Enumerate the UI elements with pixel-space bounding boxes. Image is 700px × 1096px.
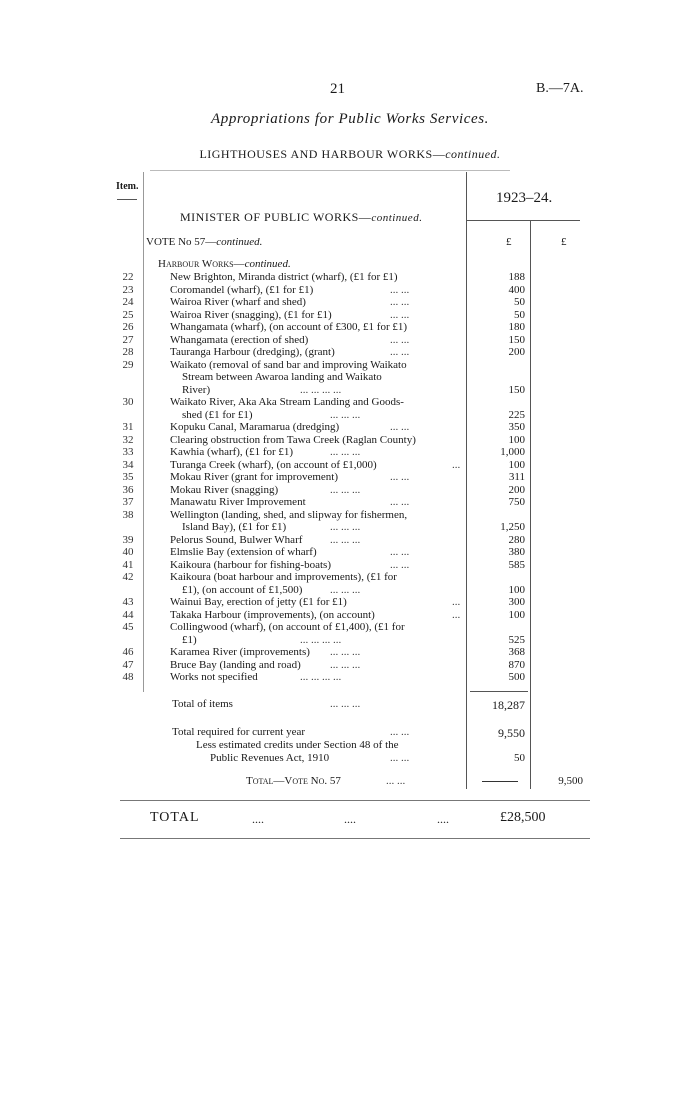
item-description: Mokau River (grant for improvement): [170, 471, 339, 483]
item-description: £1), (on account of £1,500): [182, 583, 303, 596]
item-row: [0, 484, 700, 497]
minister-heading: [180, 210, 422, 225]
item-amount: 50: [514, 308, 525, 321]
item-description: Tauranga Harbour (dredging), (grant): [170, 346, 335, 358]
vote-continued: continued.: [216, 236, 263, 248]
item-amount: 525: [508, 633, 525, 646]
currency-symbol-1: £: [506, 236, 512, 248]
item-description: Stream between Awaroa landing and Waikato: [182, 371, 382, 383]
document-reference: B.—7A.: [536, 81, 584, 96]
item-row: [0, 409, 700, 422]
leader-dots: ... ... ... ...: [300, 633, 342, 646]
item-row: [0, 359, 700, 372]
item-number: 32: [122, 433, 134, 446]
item-row: [0, 284, 700, 297]
item-amount: 350: [508, 421, 525, 433]
leader-dots: ...: [452, 608, 461, 621]
leader-dots: ... ...: [390, 496, 410, 508]
item-description: Pelorus Sound, Bulwer Wharf: [170, 533, 303, 546]
leader-dots: ... ...: [390, 296, 410, 308]
item-description: Mokau River (snagging): [170, 483, 279, 496]
item-description: Wairoa River (wharf and shed): [170, 296, 306, 308]
less-credits-line-1: Less estimated credits under Section 48 of the: [196, 739, 399, 751]
item-description: River): [182, 383, 211, 396]
item-description: Kawhia (wharf), (£1 for £1): [170, 446, 294, 458]
total-vote-dash: [482, 781, 518, 782]
item-row: [0, 509, 700, 522]
item-description: Elmslie Bay (extension of wharf): [170, 546, 317, 558]
item-description: Works not specified: [170, 671, 258, 683]
leader-dots: ... ... ...: [330, 533, 361, 546]
item-row: [0, 659, 700, 672]
page-number: 21: [330, 81, 345, 97]
subtitle-continued: continued.: [445, 147, 501, 161]
item-description: Kopuku Canal, Maramarua (dredging): [170, 421, 340, 433]
leader-dots: ...: [452, 458, 461, 471]
item-number: 29: [122, 358, 134, 371]
item-row: [0, 371, 700, 384]
item-amount: 1,000: [500, 446, 525, 458]
item-number: 30: [122, 396, 134, 408]
total-vote-label: Total—Vote No. 57: [246, 775, 341, 787]
grand-total-amount: £28,500: [500, 810, 546, 825]
item-number: 34: [122, 458, 134, 471]
item-number: 28: [122, 346, 134, 358]
item-number: 31: [122, 421, 134, 433]
less-credits-line-2: Public Revenues Act, 1910: [210, 752, 330, 764]
subtitle-text: LIGHTHOUSES AND HARBOUR WORKS—: [199, 147, 446, 161]
item-row: [0, 571, 700, 584]
item-description: Wainui Bay, erection of jetty (£1 for £1): [170, 596, 347, 608]
item-column-header: Item.: [116, 181, 139, 192]
total-items-label: Total of items: [172, 698, 233, 710]
total-items-dots: ... ... ...: [330, 698, 361, 710]
leader-dots: ... ... ...: [330, 646, 361, 658]
vote-heading: [146, 236, 262, 248]
item-number: 42: [122, 571, 134, 583]
leader-dots: ... ...: [390, 333, 410, 346]
item-row: [0, 396, 700, 409]
minister-text: MINISTER OF PUBLIC WORKS—: [180, 210, 372, 224]
item-amount: 225: [508, 408, 525, 421]
item-description: Kaikoura (harbour for fishing-boats): [170, 558, 331, 571]
item-amount: 585: [508, 558, 525, 571]
item-row: [0, 609, 700, 622]
item-number: 46: [122, 646, 134, 658]
item-number: 24: [122, 296, 134, 308]
grand-total-label: TOTAL: [150, 810, 200, 825]
item-number: 26: [122, 321, 134, 333]
item-number: 47: [122, 658, 134, 671]
leader-dots: ... ...: [390, 308, 410, 321]
harbour-continued: continued.: [244, 258, 291, 270]
item-row: [0, 596, 700, 609]
currency-symbol-2: £: [561, 236, 567, 248]
item-description: Karamea River (improvements): [170, 646, 310, 658]
item-description: £1): [182, 633, 197, 646]
item-underline: [117, 199, 137, 200]
item-number: 35: [122, 471, 134, 483]
item-amount: 500: [508, 671, 525, 683]
item-description: Kaikoura (boat harbour and improvements), (£1 for: [170, 571, 397, 583]
total-items-amount: 18,287: [492, 698, 525, 712]
item-description: Wairoa River (snagging), (£1 for £1): [170, 308, 332, 321]
leader-dots: ... ...: [390, 421, 410, 433]
item-amount: 1,250: [500, 521, 525, 533]
item-amount: 400: [508, 283, 525, 296]
leader-dots: ... ...: [390, 346, 410, 358]
item-row: [0, 421, 700, 434]
item-number: 23: [122, 283, 134, 296]
item-amount: 188: [508, 271, 525, 283]
item-amount: 200: [508, 346, 525, 358]
leader-dots: ... ... ...: [330, 408, 361, 421]
leader-dots: ... ...: [390, 546, 410, 558]
item-row: [0, 621, 700, 634]
item-description: Island Bay), (£1 for £1): [182, 521, 287, 533]
item-amount: 300: [508, 596, 525, 608]
top-rule: [150, 170, 510, 171]
item-amount: 380: [508, 546, 525, 558]
year-header: 1923–24.: [496, 190, 553, 206]
item-amount: 311: [508, 471, 525, 483]
item-number: 27: [122, 333, 134, 346]
grand-dots-2: ....: [344, 812, 356, 826]
item-description: New Brighton, Miranda district (wharf), (£1 for £1): [170, 271, 398, 283]
item-row: [0, 546, 700, 559]
page-title: Appropriations for Public Works Services.: [210, 111, 490, 127]
item-row: [0, 534, 700, 547]
item-number: 41: [122, 558, 134, 571]
grand-dots-1: ....: [252, 812, 264, 826]
item-amount: 50: [514, 296, 525, 308]
item-description: Clearing obstruction from Tawa Creek (Raglan County): [170, 433, 416, 446]
item-description: Bruce Bay (landing and road): [170, 658, 301, 671]
item-number: 40: [122, 546, 134, 558]
less-credits-dots: ... ...: [390, 752, 410, 764]
item-number: 44: [122, 608, 134, 621]
item-row: [0, 309, 700, 322]
item-row: [0, 459, 700, 472]
leader-dots: ... ... ...: [330, 483, 361, 496]
grand-dots-3: ....: [437, 812, 449, 826]
item-row: [0, 296, 700, 309]
leader-dots: ... ... ...: [330, 583, 361, 596]
item-row: [0, 346, 700, 359]
item-amount: 870: [508, 658, 525, 671]
item-number: 37: [122, 496, 134, 508]
section-subtitle: [0, 147, 700, 162]
total-vote-amount: 9,500: [558, 775, 583, 787]
item-number: 38: [122, 508, 134, 521]
grand-total-rule-top: [120, 800, 590, 801]
items-total-rule: [470, 691, 528, 692]
leader-dots: ... ...: [390, 471, 410, 483]
leader-dots: ... ... ... ...: [300, 383, 342, 396]
item-row: [0, 271, 700, 284]
item-description: Turanga Creek (wharf), (on account of £1,000): [170, 458, 377, 471]
item-row: [0, 559, 700, 572]
item-number: 25: [122, 308, 134, 321]
item-number: 48: [122, 671, 134, 683]
item-row: [0, 434, 700, 447]
harbour-heading-text: Harbour Works—: [158, 258, 245, 270]
leader-dots: ... ... ...: [330, 446, 361, 458]
total-required-dots: ... ...: [390, 726, 410, 738]
item-description: Takaka Harbour (improvements), (on account): [170, 608, 375, 621]
item-amount: 100: [508, 583, 525, 596]
item-row: [0, 634, 700, 647]
item-number: 39: [122, 533, 134, 546]
vote-text: VOTE No 57—: [146, 236, 217, 248]
item-number: 43: [122, 596, 134, 608]
less-credits-amount: 50: [514, 752, 525, 764]
item-amount: 750: [508, 496, 525, 508]
item-amount: 100: [508, 608, 525, 621]
item-amount: 150: [508, 383, 525, 396]
item-description: shed (£1 for £1): [182, 408, 253, 421]
item-row: [0, 334, 700, 347]
item-row: [0, 496, 700, 509]
item-row: [0, 671, 700, 684]
grand-total-rule-bottom: [120, 838, 590, 839]
total-vote-dots: ... ...: [386, 775, 406, 787]
item-description: Manawatu River Improvement: [170, 496, 306, 508]
item-row: [0, 584, 700, 597]
item-number: 22: [122, 271, 134, 283]
item-amount: 100: [508, 458, 525, 471]
item-row: [0, 446, 700, 459]
leader-dots: ... ... ...: [330, 658, 361, 671]
item-number: 45: [122, 621, 134, 633]
item-row: [0, 471, 700, 484]
item-amount: 180: [508, 321, 525, 333]
item-amount: 368: [508, 646, 525, 658]
total-required-amount: 9,550: [498, 726, 525, 740]
item-number: 36: [122, 483, 134, 496]
leader-dots: ... ...: [390, 283, 410, 296]
item-row: [0, 521, 700, 534]
item-row: [0, 384, 700, 397]
item-amount: 150: [508, 333, 525, 346]
minister-continued: continued.: [371, 212, 423, 224]
leader-dots: ... ... ... ...: [300, 671, 342, 683]
item-description: Coromandel (wharf), (£1 for £1): [170, 283, 314, 296]
leader-dots: ...: [452, 596, 461, 608]
item-row: [0, 646, 700, 659]
harbour-works-heading: [158, 258, 291, 270]
item-amount: 100: [508, 433, 525, 446]
item-description: Waikato River, Aka Aka Stream Landing and Goods-: [170, 396, 404, 408]
item-description: Whangamata (erection of shed): [170, 333, 309, 346]
item-description: Wellington (landing, shed, and slipway for fishermen,: [170, 508, 408, 521]
item-description: Collingwood (wharf), (on account of £1,400), (£1 for: [170, 621, 405, 633]
item-amount: 200: [508, 483, 525, 496]
leader-dots: ... ... ...: [330, 521, 361, 533]
item-description: Waikato (removal of sand bar and improving Waikato: [170, 358, 407, 371]
total-required-label: Total required for current year: [172, 726, 305, 738]
item-amount: 280: [508, 533, 525, 546]
item-row: [0, 321, 700, 334]
item-number: 33: [122, 446, 134, 458]
year-underline: [466, 220, 580, 221]
item-description: Whangamata (wharf), (on account of £300, £1 for £1): [170, 321, 408, 333]
leader-dots: ... ...: [390, 558, 410, 571]
